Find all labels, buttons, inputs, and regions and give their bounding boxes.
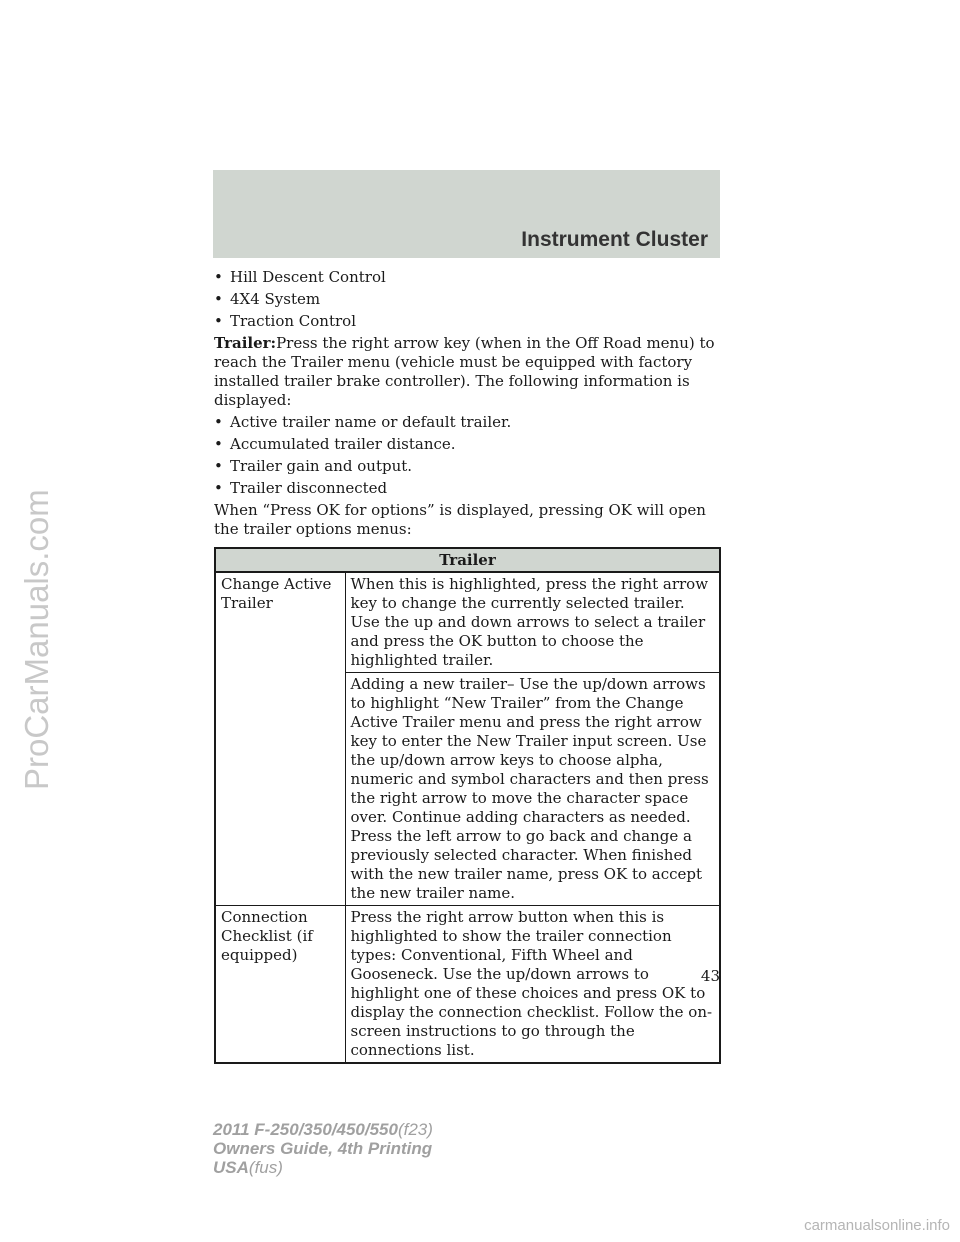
- footer-line-3: USA(fus): [213, 1158, 283, 1177]
- side-watermark: [8, 0, 58, 1242]
- list-item: • Active trailer name or default trailer.: [214, 413, 512, 431]
- bullet-icon: •: [214, 413, 223, 431]
- trailer-label: Trailer:: [214, 334, 277, 352]
- page-content: [214, 268, 720, 1064]
- bottom-watermark: carmanualsonline.info: [804, 1217, 950, 1234]
- list-item: • Trailer gain and output.: [214, 457, 413, 475]
- footer-line-2: Owners Guide, 4th Printing: [213, 1139, 433, 1158]
- list-item: • Traction Control: [214, 312, 356, 330]
- table-header-row: [215, 548, 720, 572]
- trailer-paragraph: [214, 334, 720, 410]
- trailer-options-table: [214, 547, 721, 1064]
- side-watermark-text: ProCarManuals.com: [18, 489, 55, 790]
- trailer-text: Press the right arrow key (when in the Off Road menu) to reach the Trailer menu (vehicle must be equipped with factory installed trailer brake controller). The following information is displayed:: [214, 334, 715, 409]
- bullet-icon: •: [214, 435, 223, 453]
- bullet-icon: •: [214, 479, 223, 497]
- document-footer: [213, 1120, 433, 1177]
- options-paragraph: When “Press OK for options” is displayed, pressing OK will open the trailer options menus:: [214, 501, 706, 538]
- list-item: • Accumulated trailer distance.: [214, 435, 456, 453]
- bullet-icon: •: [214, 312, 223, 330]
- table-cell-name: Connection Checklist (if equipped): [215, 906, 345, 1064]
- section-header-band: [213, 170, 720, 258]
- table-header: Trailer: [215, 548, 720, 572]
- table-cell-desc: When this is highlighted, press the right arrow key to change the currently selected trailer. Use the up and down arrows to select a trailer and press the OK button to choose the highlighted trailer.: [345, 572, 720, 673]
- table-row: [215, 906, 720, 1064]
- bullet-icon: •: [214, 290, 223, 308]
- list-item: • Trailer disconnected: [214, 479, 388, 497]
- footer-line-1: 2011 F-250/350/450/550(f23): [213, 1120, 433, 1139]
- list-item: • Hill Descent Control: [214, 268, 386, 286]
- table-cell-name: Change Active Trailer: [215, 572, 345, 906]
- section-title: Instrument Cluster: [521, 228, 708, 251]
- list-item: • 4X4 System: [214, 290, 321, 308]
- page-number: 43: [700, 967, 720, 985]
- table-row: [215, 572, 720, 673]
- table-cell-desc: Press the right arrow button when this is highlighted to show the trailer connection types: Conventional, Fifth Wheel and Gooseneck. Use the up/down arrows to highlight one of these choices and press OK to display the connection checklist. Follow the on-screen instructions to go through the connections list.: [345, 906, 720, 1064]
- table-cell-desc: Adding a new trailer– Use the up/down arrows to highlight “New Trailer” from the Change Active Trailer menu and press the right arrow key to enter the New Trailer input screen. Use the up/down arrow keys to choose alpha, numeric and symbol characters and then press the right arrow to move the character space over. Continue adding characters as needed. Press the left arrow to go back and change a previously selected character. When finished with the new trailer name, press OK to accept the new trailer name.: [345, 673, 720, 906]
- bullet-icon: •: [214, 268, 223, 286]
- bullet-icon: •: [214, 457, 223, 475]
